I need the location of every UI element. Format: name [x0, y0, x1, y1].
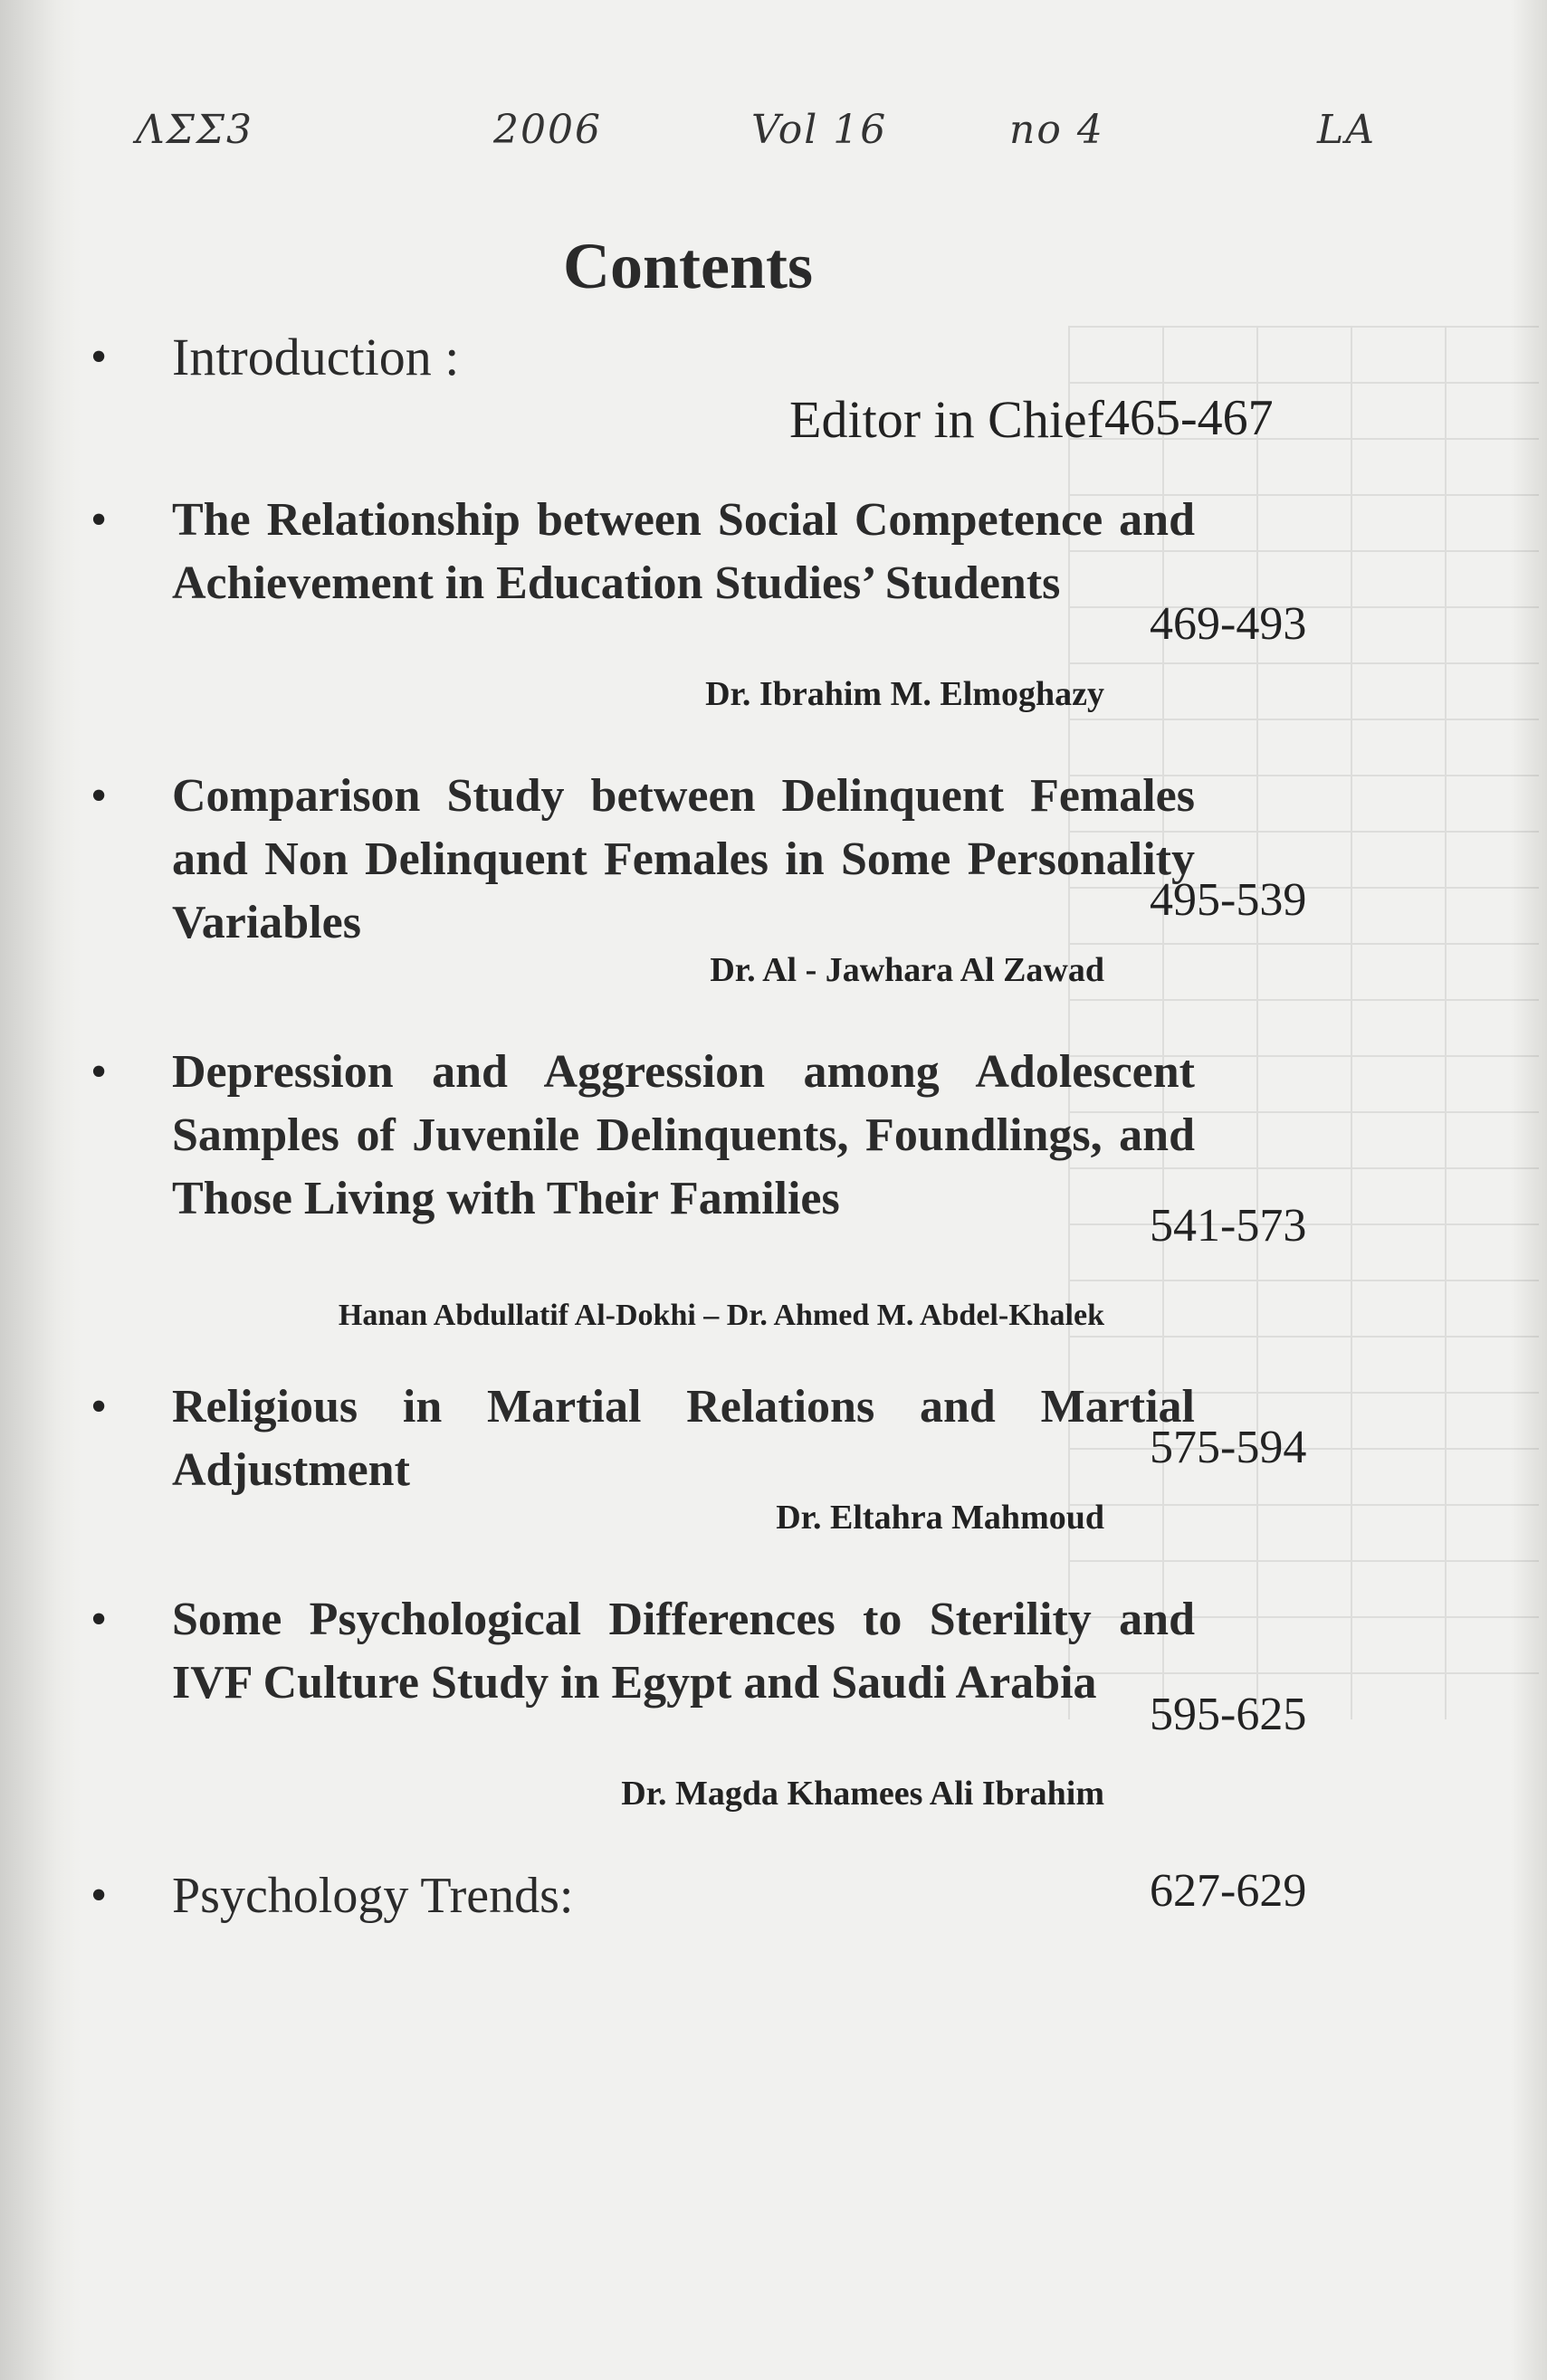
- bullet-icon: •: [91, 494, 108, 546]
- scan-shadow-left: [0, 0, 81, 2380]
- entry-title: Introduction :: [172, 328, 460, 386]
- entry-authors: Dr. Magda Khamees Ali Ibrahim: [621, 1775, 1104, 1813]
- toc-entry[interactable]: [91, 489, 1340, 724]
- toc-entry[interactable]: [91, 326, 1340, 452]
- bullet-icon: •: [91, 331, 108, 383]
- bullet-icon: •: [91, 1870, 108, 1921]
- entry-pages: 495-539: [1150, 874, 1307, 926]
- handwritten-annotation: LA: [1317, 107, 1376, 153]
- entry-pages: 595-625: [1150, 1689, 1307, 1740]
- toc-entry[interactable]: [91, 1041, 1340, 1348]
- handwritten-annotation: Vol 16: [751, 107, 888, 153]
- bullet-icon: •: [91, 1594, 108, 1645]
- entry-pages: 627-629: [1150, 1865, 1307, 1917]
- handwritten-annotation: 2006: [493, 107, 602, 153]
- entry-title: Some Psychological Differences to Sterility and IVF Culture Study in Egypt and Saudi Arabia: [172, 1594, 1195, 1709]
- toc-entry[interactable]: [91, 1864, 1340, 1937]
- entry-title: Comparison Study between Delinquent Females and Non Delinquent Females in Some Personality Variables: [172, 770, 1195, 948]
- toc-entry[interactable]: [91, 1588, 1340, 1823]
- handwritten-annotation: ΛΣΣ3: [136, 107, 253, 153]
- bullet-icon: •: [91, 1046, 108, 1098]
- entry-authors: Dr. Eltahra Mahmoud: [776, 1499, 1104, 1537]
- entry-authors: Hanan Abdullatif Al-Dokhi – Dr. Ahmed M. Abdel-Khalek: [338, 1299, 1104, 1332]
- bullet-icon: •: [91, 770, 108, 822]
- handwritten-annotation: no 4: [1009, 107, 1104, 153]
- entry-authors: Dr. Al - Jawhara Al Zawad: [710, 951, 1104, 989]
- entry-pages: 575-594: [1150, 1422, 1307, 1473]
- entry-pages: 469-493: [1150, 598, 1307, 650]
- page-title: Contents: [562, 230, 813, 303]
- bullet-icon: •: [91, 1381, 108, 1433]
- entry-title: Depression and Aggression among Adolescent Samples of Juvenile Delinquents, Foundlings, and Those Living with Their Families: [172, 1046, 1195, 1224]
- entry-pages: 541-573: [1150, 1200, 1307, 1252]
- toc-entry[interactable]: [91, 1376, 1340, 1547]
- entry-pages: 465-467: [1104, 390, 1274, 446]
- entry-title: Psychology Trends:: [172, 1868, 574, 1924]
- entry-title: Religious in Martial Relations and Martial Adjustment: [172, 1381, 1195, 1496]
- entry-title: The Relationship between Social Competence and Achievement in Education Studies’ Students: [172, 494, 1195, 609]
- toc-entry[interactable]: [91, 765, 1340, 1000]
- entry-authors: Editor in Chief: [789, 390, 1104, 449]
- entry-authors: Dr. Ibrahim M. Elmoghazy: [705, 675, 1104, 713]
